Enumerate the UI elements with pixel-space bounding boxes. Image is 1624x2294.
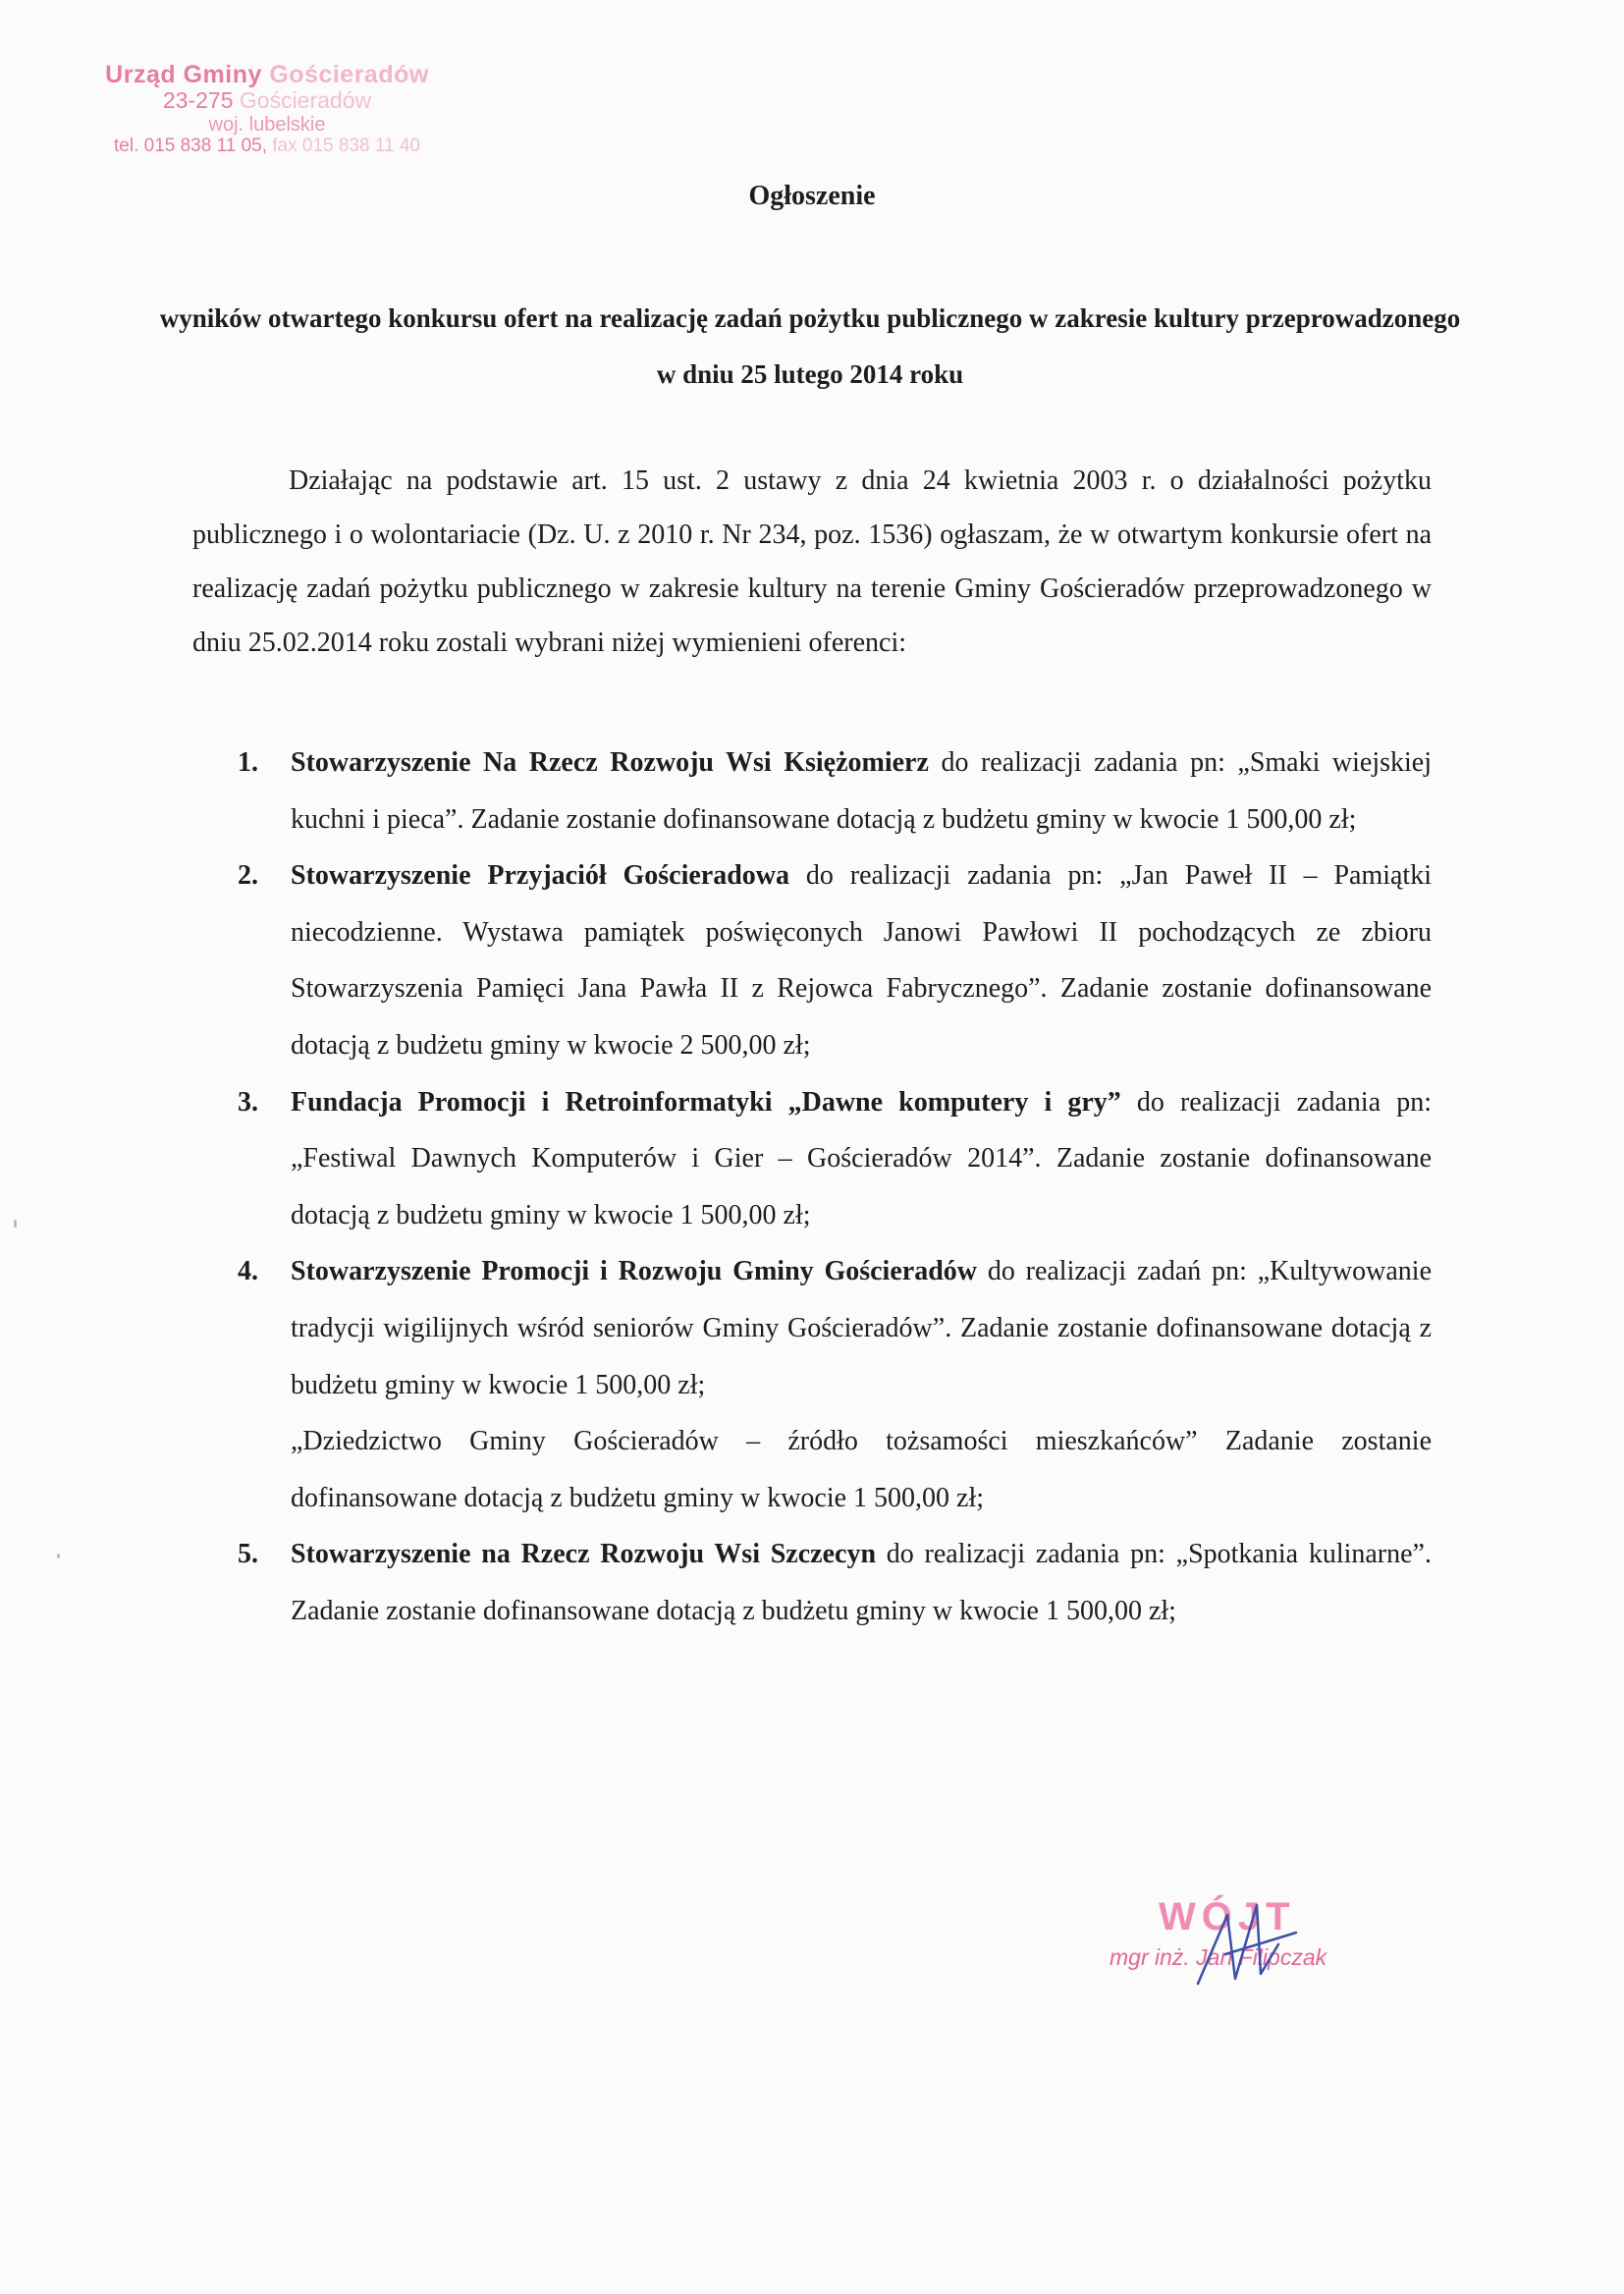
list-item (192, 1074, 1432, 1244)
organization-name: Stowarzyszenie Na Rzecz Rozwoju Wsi Księżomierz (291, 747, 929, 778)
list-item (192, 847, 1432, 1073)
stamp-office-name: Urząd Gminy (105, 61, 262, 88)
list-item (192, 1243, 1432, 1526)
stamp-phone: tel. 015 838 11 05, (114, 136, 267, 157)
stamp-fax: fax 015 838 11 40 (267, 136, 420, 157)
list-item-number: 4. (238, 1256, 258, 1287)
organization-name: Stowarzyszenie Przyjaciół Gościeradowa (291, 860, 790, 892)
task-description-second: „Dziedzictwo Gminy Gościeradów – źródło tożsamości mieszkańców” Zadanie zostanie dofinansowane dotacją z budżetu gminy w kwocie 1 500,00 zł; (291, 1426, 1432, 1513)
list-item (192, 735, 1432, 847)
list-item-text (291, 1074, 1432, 1244)
task-description: do realizacji zadania pn: „Spotkania kulinarne”. Zadanie zostanie dofinansowane dotacją z budżetu gminy w kwocie 1 500,00 zł; (291, 1539, 1432, 1626)
list-item-text (291, 1526, 1432, 1639)
handwritten-signature (1188, 1885, 1306, 1994)
list-item-text (291, 1243, 1432, 1413)
list-item-number: 3. (238, 1086, 258, 1118)
stamp-line-3: woj. lubelskie (208, 113, 326, 136)
stamp-postcode: 23-275 (162, 87, 234, 113)
task-description: do realizacji zadań pn: „Kultywowanie tradycji wigilijnych wśród seniorów Gminy Gościeradów”. Zadanie zostanie dofinansowane dotacją z budżetu gminy w kwocie 1 500,00 zł; (291, 1256, 1432, 1400)
intro-paragraph: Działając na podstawie art. 15 ust. 2 ustawy z dnia 24 kwietnia 2003 r. o działalności pożytku publicznego i o wolontariacie (Dz. U. z 2010 r. Nr 234, poz. 1536) ogłaszam, że w otwartym konkursie ofert na realizację zadań pożytku publicznego w zakresie kultury na terenie Gminy Gościeradów przeprowadzonego w dniu 25.02.2014 roku zostali wybrani niżej wymienieni oferenci: (192, 465, 1432, 658)
scan-speck (57, 1554, 60, 1558)
offerors-list (192, 735, 1432, 1640)
list-item (192, 1526, 1432, 1639)
stamp-office-town: Gościeradów (261, 61, 429, 88)
list-item-number: 5. (238, 1539, 258, 1570)
document-subtitle: wyników otwartego konkursu ofert na realizację zadań pożytku publicznego w zakresie kultury przeprowadzonego w dniu 25 lutego 2014 roku (159, 303, 1461, 389)
signature-name: mgr inż. Jan Filipczak (1110, 1944, 1327, 1970)
list-item-number: 1. (238, 747, 258, 778)
stamp-town: Gościeradów (233, 87, 372, 113)
task-description: do realizacji zadania pn: „Festiwal Dawnych Komputerów i Gier – Gościeradów 2014”. Zadanie zostanie dofinansowane dotacją z budżetu gminy w kwocie 1 500,00 zł; (291, 1086, 1432, 1230)
organization-name: Stowarzyszenie Promocji i Rozwoju Gminy Gościeradów (291, 1256, 977, 1287)
signature-block (1110, 1895, 1404, 2003)
signature-role: WÓJT (1159, 1895, 1296, 1939)
organization-name: Stowarzyszenie na Rzecz Rozwoju Wsi Szczecyn (291, 1539, 877, 1570)
organization-name: Fundacja Promocji i Retroinformatyki „Dawne komputery i gry” (291, 1086, 1121, 1118)
office-stamp (71, 61, 463, 156)
task-description: do realizacji zadania pn: „Smaki wiejskiej kuchni i pieca”. Zadanie zostanie dofinansowane dotacją z budżetu gminy w kwocie 1 500,00 zł; (291, 747, 1432, 835)
list-item-text (291, 847, 1432, 1073)
list-item-text (291, 735, 1432, 847)
stamp-line-2 (71, 88, 463, 114)
scan-speck (14, 1220, 17, 1228)
task-description: do realizacji zadania pn: „Jan Paweł II – Pamiątki niecodzienne. Wystawa pamiątek poświęconych Janowi Pawłowi II pochodzących ze zbioru Stowarzyszenia Pamięci Jana Pawła II z Rejowca Fabrycznego”. Zadanie zostanie dofinansowane dotacją z budżetu gminy w kwocie 2 500,00 zł; (291, 860, 1432, 1061)
document-title: Ogłoszenie (748, 181, 876, 211)
stamp-line-4 (71, 136, 463, 156)
stamp-line-1 (71, 61, 463, 88)
list-item-number: 2. (238, 860, 258, 892)
